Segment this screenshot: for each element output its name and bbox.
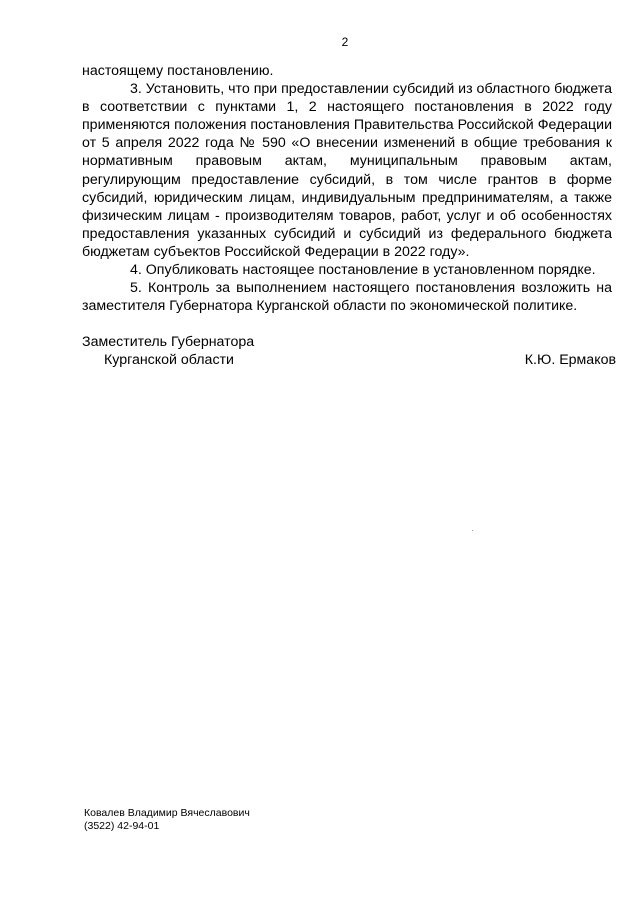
- paragraph-continuation: настоящему постановлению.: [82, 63, 274, 79]
- paragraph-5: 5. Контроль за выполнением настоящего постановления возложить на заместителя Губернатора Курганской области по экономической политике.: [82, 280, 612, 315]
- page-number: 2: [341, 35, 349, 49]
- paragraph-3: 3. Установить, что при предоставлении субсидий из областного бюджета в соответствии с пунктами 1, 2 настоящего постановления в 2022 году применяются положения постановления Правительства Российской Федерации от 5 апреля 2022 года № 590 «О внесении изменений в общие требования к нормативным правовым актам, муниципальным правовым актам, регулирующим предоставление субсидий, в том числе грантов в форме субсидий, юридическим лицам, индивидуальным предпринимателям, а также физическим лицам - производителям товаров, работ, услуг и об особенностях предоставления указанных субсидий и субсидий из федерального бюджета бюджетам субъектов Российской Федерации в 2022 году».: [82, 81, 612, 260]
- signatory-name: К.Ю. Ермаков: [524, 352, 616, 368]
- signatory-title-line2: Курганской области: [104, 352, 234, 368]
- document-body: [82, 62, 612, 315]
- contact-phone: (3522) 42-94-01: [84, 820, 160, 832]
- signatory-title-line1: Заместитель Губернатора: [82, 334, 255, 350]
- scan-speck: [472, 530, 473, 531]
- contact-name: Ковалев Владимир Вячеславович: [84, 807, 250, 819]
- paragraph-4: 4. Опубликовать настоящее постановление в установленном порядке.: [130, 262, 596, 279]
- signature-block: [82, 333, 616, 373]
- contact-block: [84, 807, 250, 833]
